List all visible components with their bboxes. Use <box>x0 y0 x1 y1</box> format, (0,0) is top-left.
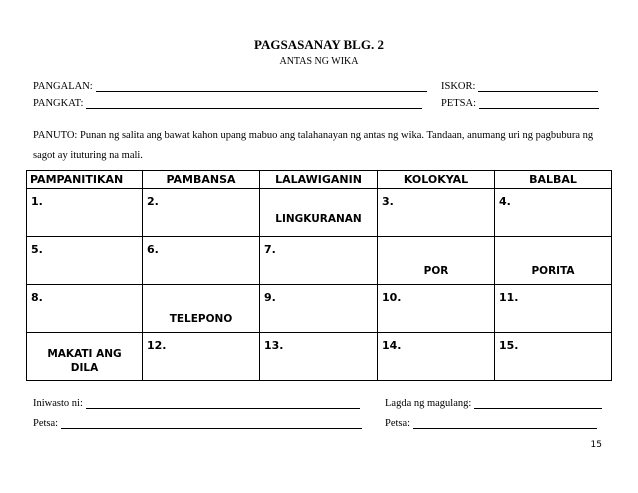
item-number: 14. <box>382 339 402 352</box>
petsa-right-field <box>385 418 597 429</box>
given-word: TELEPONO <box>169 313 233 325</box>
pangkat-field <box>33 98 422 109</box>
given-word: PORITA <box>531 265 575 277</box>
answer-cell[interactable] <box>27 189 143 237</box>
answer-cell[interactable] <box>378 285 495 333</box>
answer-cell[interactable] <box>143 237 260 285</box>
iskor-blank <box>478 81 598 92</box>
iniwasto-field <box>33 398 360 409</box>
answer-cell[interactable] <box>260 237 378 285</box>
petsa-right-blank <box>413 418 597 429</box>
petsa-label: PETSA: <box>441 98 477 109</box>
lagda-blank <box>474 398 602 409</box>
pangalan-label: PANGALAN: <box>33 81 93 92</box>
item-number: 9. <box>264 291 276 304</box>
given-word-cell <box>495 237 612 285</box>
iniwasto-blank <box>86 398 360 409</box>
item-number: 7. <box>264 243 276 256</box>
item-number: 6. <box>147 243 159 256</box>
given-word: MAKATI ANG DILA <box>47 348 122 374</box>
petsa-left-field <box>33 418 362 429</box>
petsa-blank <box>479 98 599 109</box>
iskor-label: ISKOR: <box>441 81 476 92</box>
petsa-field <box>441 98 599 109</box>
item-number: 3. <box>382 195 394 208</box>
header-kolokyal: KOLOKYAL <box>378 171 495 189</box>
item-number: 1. <box>31 195 43 208</box>
answer-cell[interactable] <box>143 189 260 237</box>
item-number: 8. <box>31 291 43 304</box>
table-header-row <box>27 171 612 189</box>
answer-cell[interactable] <box>378 189 495 237</box>
item-number: 4. <box>499 195 511 208</box>
table-row <box>27 189 612 237</box>
petsa-left-label: Petsa: <box>33 418 59 429</box>
answer-cell[interactable] <box>27 237 143 285</box>
answer-cell[interactable] <box>260 285 378 333</box>
given-word-cell <box>143 285 260 333</box>
table-row <box>27 285 612 333</box>
pangalan-field <box>33 81 427 92</box>
header-balbal: BALBAL <box>495 171 612 189</box>
petsa-right-label: Petsa: <box>385 418 411 429</box>
answer-cell[interactable] <box>378 333 495 381</box>
page-number: 15 <box>590 440 602 450</box>
given-word-cell <box>27 333 143 381</box>
given-word-cell <box>260 189 378 237</box>
item-number: 2. <box>147 195 159 208</box>
answer-cell[interactable] <box>495 189 612 237</box>
table-row <box>27 333 612 381</box>
pangkat-blank <box>86 98 422 109</box>
iskor-field <box>441 81 598 92</box>
answer-cell[interactable] <box>143 333 260 381</box>
given-word: POR <box>423 265 449 277</box>
given-word-cell <box>378 237 495 285</box>
header-pambansa: PAMBANSA <box>143 171 260 189</box>
lagda-field <box>385 398 602 409</box>
iniwasto-label: Iniwasto ni: <box>33 398 83 409</box>
header-pampanitikan: PAMPANITIKAN <box>27 171 143 189</box>
worksheet-subtitle: ANTAS NG WIKA <box>279 56 359 67</box>
answer-cell[interactable] <box>260 333 378 381</box>
petsa-left-blank <box>61 418 362 429</box>
answer-cell[interactable] <box>27 285 143 333</box>
table-row <box>27 237 612 285</box>
item-number: 13. <box>264 339 284 352</box>
given-word: LINGKURANAN <box>275 213 362 225</box>
header-lalawiganin: LALAWIGANIN <box>260 171 378 189</box>
answer-cell[interactable] <box>495 285 612 333</box>
lagda-label: Lagda ng magulang: <box>385 398 472 409</box>
item-number: 12. <box>147 339 167 352</box>
pangalan-blank <box>96 81 427 92</box>
item-number: 10. <box>382 291 402 304</box>
instructions: PANUTO: Punan ng salita ang bawat kahon upang mabuo ang talahanayan ng antas ng wika. Tandaan, anumang uri ng pagbubura ng sagot ay ituturing na mali. <box>33 130 594 161</box>
worksheet-title: PAGSASANAY BLG. 2 <box>254 37 384 52</box>
item-number: 15. <box>499 339 519 352</box>
item-number: 11. <box>499 291 519 304</box>
answer-cell[interactable] <box>495 333 612 381</box>
item-number: 5. <box>31 243 43 256</box>
antas-ng-wika-table <box>26 170 612 381</box>
pangkat-label: PANGKAT: <box>33 98 84 109</box>
